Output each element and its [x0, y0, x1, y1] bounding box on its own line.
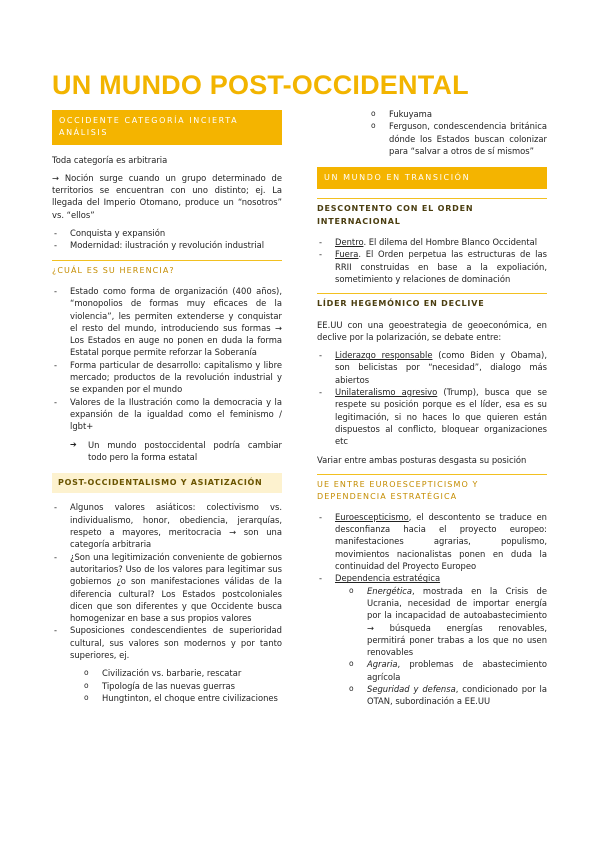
term: Dentro	[335, 237, 364, 248]
term-text: (Trump), busca que se respete su posición porque es el líder, esa es su legitimación, si no haces lo que quieren están dispuestos al conflicto, bloquear organizaciones etc	[335, 387, 547, 447]
list-item: - Algunos valores asiáticos: colectivismo vs. individualismo, honor, obediencia, jerarquías, respeto a mayores, meritocracia → son una categoría arbitraria	[52, 501, 282, 550]
heading-ue: UE ENTRE EUROESCEPTICISMO Y DEPENDENCIA ESTRATÉGICA	[317, 474, 547, 503]
list-item	[317, 511, 547, 572]
term: Unilateralismo agresivo	[335, 387, 438, 398]
page-title: UN MUNDO POST-OCCIDENTAL	[52, 70, 469, 100]
sub-list-item	[349, 658, 547, 683]
term: Liderazgo responsable	[335, 350, 433, 361]
term-text: , el descontento se traduce en desconfianza hacia el proyecto europeo: manifestaciones agrarias, populismo, movimientos nacionalistas ponen en duda la continuidad del Proyecto Europeo	[335, 511, 547, 572]
sub-list-item: o Tipología de las nuevas guerras	[84, 680, 282, 692]
term-text: , problemas de abastecimiento agrícola	[367, 659, 547, 682]
term: Seguridad y defensa	[367, 683, 456, 694]
sub-list-item	[349, 683, 547, 708]
sub-list-item: o Hungtinton, el choque entre civilizaciones	[84, 692, 282, 704]
list-item	[317, 248, 547, 285]
list-item	[317, 386, 547, 447]
lider-list	[317, 349, 547, 447]
term-text: , mostrada en la Crisis de Ucrania, necesidad de importar energía por la incapacidad de autoabastecimiento → búsqueda energías renovables, permitirá poner trabas a los que no usen renovables	[367, 585, 547, 658]
sub-list-item	[349, 585, 547, 659]
term: Agraria	[367, 659, 398, 670]
ue-list	[317, 511, 547, 585]
heading-descontento: DESCONTENTO CON EL ORDEN INTERNACIONAL	[317, 198, 547, 228]
arrow-paragraph: → Noción surge cuando un grupo determinado de territorios se encuentran con uno distinto; ej. La llegada del Imperio Otomano, produce un “nosotros” vs. “ellos”	[52, 172, 282, 220]
heading-lider: LÍDER HEGEMÓNICO EN DECLIVE	[317, 293, 547, 310]
term: Euroescepticismo	[335, 511, 409, 522]
list-item	[317, 349, 547, 386]
descontento-list	[317, 236, 547, 285]
heading-post-occidentalismo: POST-OCCIDENTALISMO Y ASIATIZACIÓN	[52, 473, 282, 493]
term-text: . El Orden perpetua las estructuras de las RRII construidas en base a la expoliación, sometimiento y relaciones de dominación	[335, 249, 547, 284]
term-text: , condicionado por la OTAN, subordinación a EE.UU	[367, 683, 547, 707]
sub-list-item: o Fukuyama	[371, 108, 547, 120]
term: Fuera	[335, 249, 359, 260]
herencia-arrow-list	[52, 439, 282, 464]
heading-herencia: ¿CUÁL ES SU HERENCIA?	[52, 260, 282, 277]
list-item: - Suposiciones condescendientes de superioridad cultural, sus valores son modernos y por tanto superiores, ej.	[52, 624, 282, 661]
list-item: - Conquista y expansión	[52, 227, 282, 239]
intro-list	[52, 227, 282, 252]
intro-text: Toda categoría es arbitraria	[52, 154, 168, 165]
term-text: (como Biden y Obama), son belicistas por “necesidad”, dialogo más abiertos	[335, 350, 547, 385]
term-text: . El dilema del Hombre Blanco Occidental	[363, 237, 538, 248]
list-item: - ¿Son una legitimización conveniente de gobiernos autoritarios? Uso de los valores para legitimar sus gobiernos ¿o son manifestaciones válidas de la diferencia cultural? Los Estados postcoloniales dicen que son diferentes y que Occidente busca homogenizar en base a sus propios valores	[52, 551, 282, 625]
list-item	[317, 236, 547, 248]
post-sub-list	[52, 667, 282, 704]
list-item: - Valores de la Ilustración como la democracia y la expansión de la igualdad como el feminismo / lgbt+	[52, 396, 282, 433]
list-item	[317, 572, 547, 584]
continued-sub-list	[317, 108, 547, 157]
ue-sub-list	[317, 585, 547, 708]
lider-intro: EE.UU con una geoestrategia de geoeconómica, en declive por la polarización, se debate entre:	[317, 319, 547, 342]
term: Energética	[367, 585, 413, 596]
right-column	[317, 108, 547, 710]
sub-list-item: o Civilización vs. barbarie, rescatar	[84, 667, 282, 679]
post-list	[52, 501, 282, 661]
herencia-list	[52, 285, 282, 433]
section-band-transicion: UN MUNDO EN TRANSICIÓN	[317, 167, 547, 189]
arrow-item: ➔ Un mundo postoccidental podría cambiar todo pero la forma estatal	[70, 439, 282, 464]
list-item: - Estado como forma de organización (400 años), “monopolios de formas muy eficaces de la violencia”, les permiten extenderse y conquistar el resto del mundo, introduciendo sus formas → Los Estados en auge no ponen en duda la forma Estatal porque permite reforzar la Soberanía	[52, 285, 282, 359]
list-item: - Forma particular de desarrollo: capitalismo y libre mercado; productos de la revolución industrial y se expanden por el mundo	[52, 359, 282, 396]
term: Dependencia estratégica	[335, 573, 441, 584]
left-column	[52, 110, 282, 706]
lider-closing: Variar entre ambas posturas desgasta su posición	[317, 454, 527, 465]
section-band-occidente: OCCIDENTE CATEGORÍA INCIERTA ANÁLISIS	[52, 110, 282, 145]
list-item: - Modernidad: ilustración y revolución industrial	[52, 239, 282, 251]
sub-list-item: o Ferguson, condescendencia británica dónde los Estados buscan colonizar para “salvar a otros de sí mismos”	[371, 120, 547, 157]
